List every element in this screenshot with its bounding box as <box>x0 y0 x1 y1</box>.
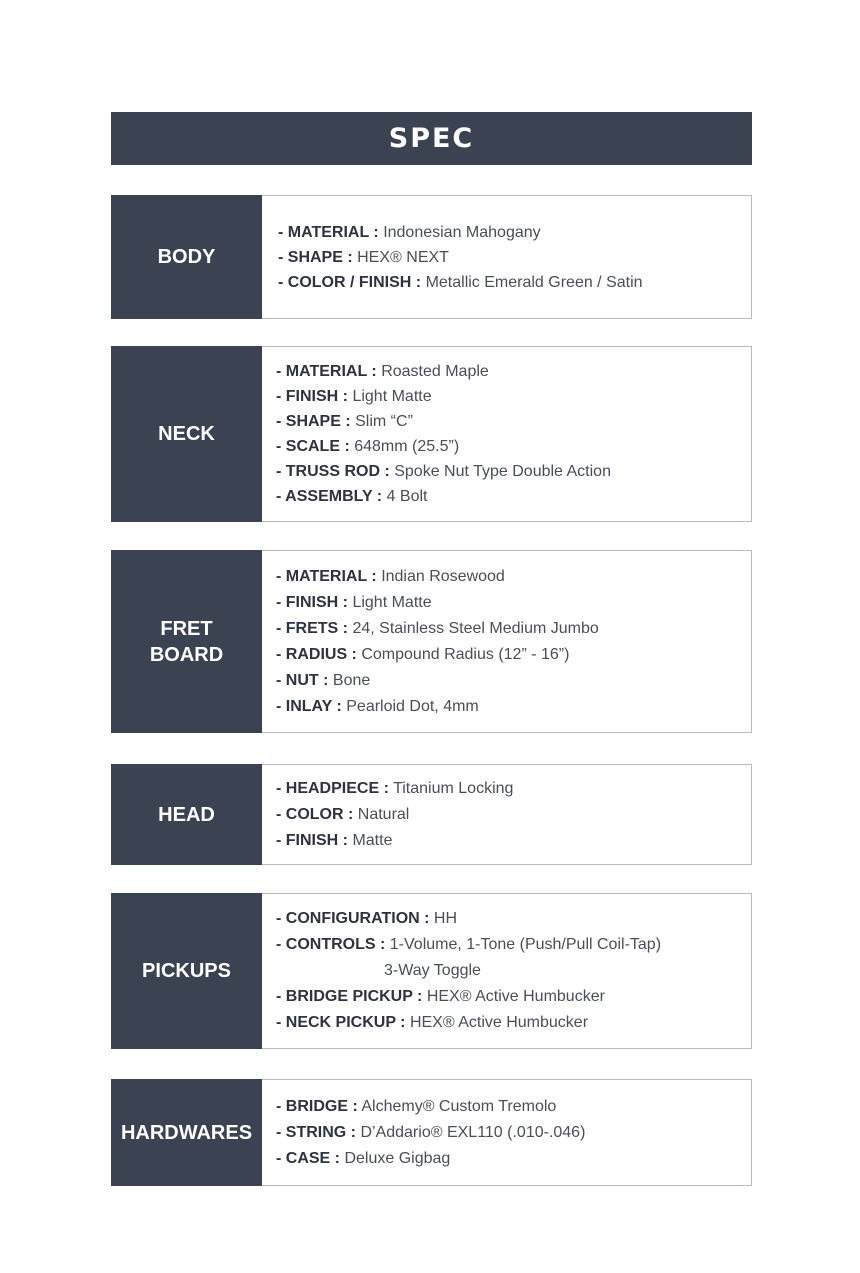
section-label: FRET BOARD <box>149 617 224 666</box>
spec-value: Slim “C” <box>355 413 413 430</box>
spec-key: - CONTROLS : <box>276 936 386 953</box>
spec-key: - COLOR : <box>276 805 354 823</box>
spec-key: - TRUSS ROD : <box>276 463 390 480</box>
spec-row <box>276 616 751 642</box>
section-pickups <box>111 893 752 1049</box>
spec-key: - FINISH : <box>276 831 348 849</box>
spec-row <box>276 668 751 694</box>
spec-row <box>276 564 751 590</box>
spec-key: - SHAPE : <box>276 413 351 430</box>
spec-key: - FRETS : <box>276 619 348 637</box>
spec-row <box>276 802 751 828</box>
spec-value: Alchemy® Custom Tremolo <box>361 1097 557 1115</box>
spec-row <box>276 694 751 720</box>
spec-value: Deluxe Gigbag <box>344 1149 451 1167</box>
spec-value: 24, Stainless Steel Medium Jumbo <box>352 619 599 637</box>
spec-row-continuation <box>276 958 751 984</box>
spec-key: - MATERIAL : <box>278 223 379 241</box>
spec-value: HEX® Active Humbucker <box>409 1014 589 1031</box>
section-label-cell <box>111 195 262 319</box>
spec-key: - COLOR / FINISH : <box>278 273 422 291</box>
spec-row <box>276 434 751 459</box>
spec-key: - BRIDGE : <box>276 1097 358 1115</box>
spec-row <box>276 409 751 434</box>
spec-value: Titanium Locking <box>393 779 514 797</box>
spec-key: - NUT : <box>276 671 329 689</box>
spec-key: - ASSEMBLY : <box>276 488 383 505</box>
spec-row <box>276 1094 751 1120</box>
section-label-cell <box>111 764 262 865</box>
spec-value: HEX® NEXT <box>357 248 449 266</box>
spec-value: Metallic Emerald Green / Satin <box>425 273 643 291</box>
section-head <box>111 764 752 865</box>
spec-key: - INLAY : <box>276 697 342 715</box>
spec-row <box>276 642 751 668</box>
spec-row <box>276 828 751 854</box>
spec-list <box>262 894 751 1048</box>
spec-row <box>276 984 751 1010</box>
spec-value: 4 Bolt <box>386 488 428 505</box>
spec-row <box>276 459 751 484</box>
spec-row <box>276 906 751 932</box>
spec-key: - RADIUS : <box>276 645 357 663</box>
section-label-cell <box>111 1079 262 1186</box>
spec-row <box>276 590 751 616</box>
spec-key: - FINISH : <box>276 593 348 611</box>
spec-row <box>278 245 751 270</box>
spec-value: HH <box>433 910 458 927</box>
section-body <box>111 195 752 319</box>
spec-key: - BRIDGE PICKUP : <box>276 988 423 1005</box>
section-label-cell <box>111 893 262 1049</box>
spec-value: Indonesian Mahogany <box>383 223 541 241</box>
spec-value: Indian Rosewood <box>381 567 505 585</box>
spec-key: - SHAPE : <box>278 248 353 266</box>
spec-value: Matte <box>352 831 393 849</box>
section-label: HEAD <box>158 803 215 826</box>
spec-row <box>276 484 751 509</box>
spec-key: - STRING : <box>276 1123 356 1141</box>
section-label: NECK <box>158 423 215 445</box>
spec-row <box>276 932 751 958</box>
spec-value: D’Addario® EXL110 (.010-.046) <box>360 1123 586 1141</box>
section-label-cell <box>111 550 262 733</box>
spec-key: - CASE : <box>276 1149 340 1167</box>
spec-value: 1-Volume, 1-Tone (Push/Pull Coil-Tap) <box>389 936 662 953</box>
spec-key: - MATERIAL : <box>276 567 377 585</box>
spec-row <box>276 1010 751 1036</box>
spec-row <box>276 1146 751 1172</box>
spec-key: - MATERIAL : <box>276 363 377 380</box>
spec-row <box>278 220 751 245</box>
section-label: BODY <box>157 246 216 268</box>
spec-title-bar <box>111 112 752 165</box>
spec-value: Spoke Nut Type Double Action <box>394 463 611 480</box>
spec-key: - NECK PICKUP : <box>276 1014 406 1031</box>
spec-list <box>262 196 751 318</box>
spec-value: HEX® Active Humbucker <box>426 988 605 1005</box>
spec-value: Light Matte <box>352 593 432 611</box>
spec-key: - HEADPIECE : <box>276 779 389 797</box>
spec-row <box>276 776 751 802</box>
spec-value: Pearloid Dot, 4mm <box>346 697 479 715</box>
spec-value: Natural <box>357 805 410 823</box>
spec-row <box>276 384 751 409</box>
section-label-cell <box>111 346 262 522</box>
spec-value: 3-Way Toggle <box>384 962 481 979</box>
spec-value: Roasted Maple <box>381 363 489 380</box>
spec-value: 648mm (25.5”) <box>354 438 460 455</box>
section-fretboard <box>111 550 752 733</box>
section-neck <box>111 346 752 522</box>
spec-row <box>278 270 751 295</box>
section-label: HARDWARES <box>120 1121 253 1144</box>
spec-value: Light Matte <box>352 388 432 405</box>
spec-row <box>276 1120 751 1146</box>
spec-key: - SCALE : <box>276 438 350 455</box>
spec-row <box>276 359 751 384</box>
spec-list <box>262 347 751 521</box>
spec-key: - FINISH : <box>276 388 348 405</box>
spec-title: SPEC <box>388 123 475 154</box>
spec-value: Compound Radius (12” - 16”) <box>361 645 570 663</box>
section-label: PICKUPS <box>142 960 231 982</box>
spec-list <box>262 765 751 864</box>
spec-list <box>262 551 751 732</box>
spec-value: Bone <box>332 671 371 689</box>
spec-key: - CONFIGURATION : <box>276 910 430 927</box>
spec-list <box>262 1080 751 1185</box>
section-hardwares <box>111 1079 752 1186</box>
